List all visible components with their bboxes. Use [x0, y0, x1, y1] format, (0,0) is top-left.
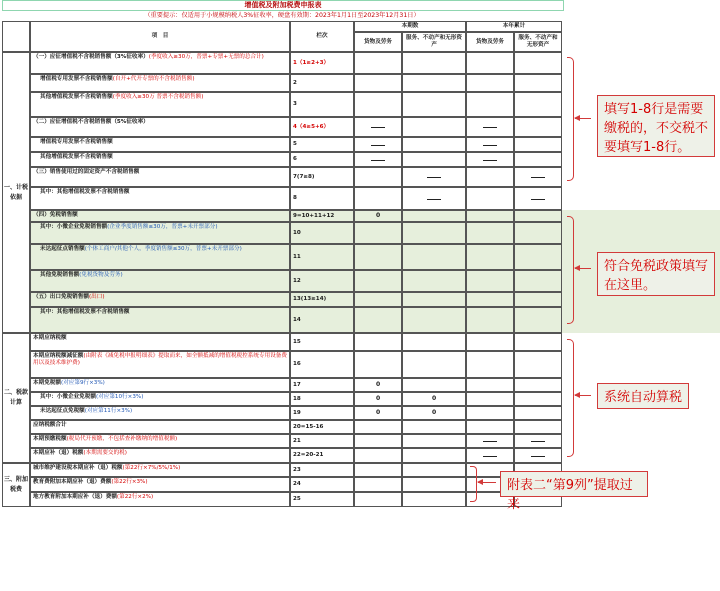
value-cell[interactable] [466, 74, 514, 92]
value-cell[interactable] [354, 307, 402, 333]
row-label-text: 其中：小微企业免税销售额 [40, 224, 108, 230]
value-cell[interactable] [354, 492, 402, 507]
not-applicable-dash [483, 145, 497, 146]
row-label-11 [30, 244, 290, 270]
value-cell[interactable] [514, 117, 562, 137]
header-item: 项 目 [30, 21, 290, 52]
value-cell[interactable] [466, 187, 514, 210]
value-cell[interactable] [466, 307, 514, 333]
row-col-no-18: 18 [290, 392, 354, 406]
row-col-no-2: 2 [290, 74, 354, 92]
row-note: (季度收入≥30万，普票+专票+无票的总合计) [148, 54, 264, 60]
row-label-text: 应纳税额合计 [33, 422, 67, 428]
not-applicable-dash [531, 456, 545, 457]
row-col-no-15: 15 [290, 333, 354, 351]
row-label-23 [30, 463, 290, 477]
row-label-text: 本期预缴税额 [33, 436, 67, 442]
not-applicable-dash [483, 127, 497, 128]
bracket-2 [567, 216, 574, 324]
header-this-period: 本期数 [354, 21, 466, 32]
row-col-no-24: 24 [290, 477, 354, 492]
row-label-5 [30, 137, 290, 152]
row-col-no-10: 10 [290, 222, 354, 244]
row-label-text: （一）应征增值税不含税销售额（3%征收率） [33, 54, 149, 60]
row-label-text: （四）免税销售额 [33, 212, 78, 218]
value-cell[interactable] [514, 210, 562, 222]
row-col-no-19: 19 [290, 406, 354, 420]
row-note: (由附表《减免税申报明细表》提取而来，如全额抵减的增值税税控系统专用设备费用以及技术维护费) [33, 353, 287, 366]
row-label-text: 其中：小微企业免税额 [40, 394, 96, 400]
value-cell[interactable] [514, 351, 562, 378]
row-col-no-3: 3 [290, 92, 354, 117]
value-cell[interactable] [402, 152, 466, 167]
row-note: (第22行×2%) [116, 494, 154, 500]
row-note: (对应第10行×3%) [95, 394, 144, 400]
header-services-year: 服务、不动产和无形资产 [514, 32, 562, 52]
category-basis: 一、计税依据 [2, 52, 30, 333]
row-col-no-21: 21 [290, 434, 354, 448]
row-label-4 [30, 117, 290, 137]
value-cell[interactable] [402, 463, 466, 477]
value-cell[interactable] [354, 52, 402, 74]
row-label-14 [30, 307, 290, 333]
header-goods-year: 货物及劳务 [466, 32, 514, 52]
row-label-text: 其他增值税发票不含税销售额 [40, 154, 113, 160]
value-cell[interactable] [354, 167, 402, 187]
row-label-8 [30, 187, 290, 210]
row-col-no-22: 22=20-21 [290, 448, 354, 463]
value-cell[interactable] [402, 270, 466, 292]
not-applicable-dash [483, 456, 497, 457]
value-cell[interactable] [514, 222, 562, 244]
value-cell[interactable] [354, 351, 402, 378]
row-note: (对应第9行×3%) [60, 380, 105, 386]
row-label-text: （五）出口免税销售额 [33, 294, 89, 300]
value-cell[interactable] [402, 222, 466, 244]
row-col-no-12: 12 [290, 270, 354, 292]
value-cell[interactable] [402, 74, 466, 92]
row-note: (免税货物及劳务) [79, 272, 123, 278]
row-col-no-7: 7(7≥8) [290, 167, 354, 187]
row-label-21 [30, 434, 290, 448]
value-cell[interactable] [466, 392, 514, 406]
row-note: (本期需要交的税) [83, 450, 127, 456]
row-note: (第22行×7%/5%/1%) [122, 465, 181, 471]
row-label-text: 本期应补（退）税额 [33, 450, 84, 456]
value-cell[interactable] [514, 333, 562, 351]
arrow-1 [575, 118, 591, 119]
row-label-text: 教育费附加本期应补（退）费额 [33, 479, 112, 485]
row-note: (季度收入≥30万 普票不含税销售额) [112, 94, 204, 100]
row-label-18 [30, 392, 290, 406]
value-cell[interactable] [466, 222, 514, 244]
value-cell[interactable] [402, 492, 466, 507]
value-cell[interactable] [466, 420, 514, 434]
value-cell[interactable] [514, 378, 562, 392]
value-cell[interactable] [354, 187, 402, 210]
not-applicable-dash [531, 177, 545, 178]
header-col-no: 栏次 [290, 21, 354, 52]
value-cell[interactable] [514, 406, 562, 420]
row-col-no-11: 11 [290, 244, 354, 270]
note-taxable-rows: 填写1-8行是需要缴税的，不交税不要填写1-8行。 [597, 95, 715, 157]
row-label-text: 未达起征点免税额 [40, 408, 85, 414]
value-cell[interactable] [402, 333, 466, 351]
category-surcharge: 三、附加税费 [2, 463, 30, 507]
value-cell[interactable] [402, 292, 466, 307]
row-col-no-1: 1（1≥2+3） [290, 52, 354, 74]
row-label-text: 其中：其他增值税发票不含税销售额 [40, 309, 130, 315]
value-cell[interactable] [402, 117, 466, 137]
not-applicable-dash [531, 441, 545, 442]
important-notice: （重要提示：仅适用于小规模纳税人3%征收率，硬盘有效期：2023年1月1日至2023年12月31日） [144, 12, 420, 19]
row-label-25 [30, 492, 290, 507]
note-annex-two: 附表二“第9列”提取过来 [500, 471, 648, 497]
row-label-7 [30, 167, 290, 187]
value-cell[interactable] [354, 434, 402, 448]
value-cell[interactable] [514, 137, 562, 152]
value-cell[interactable] [354, 92, 402, 117]
value-cell[interactable] [466, 292, 514, 307]
not-applicable-dash [483, 441, 497, 442]
value-cell[interactable] [514, 420, 562, 434]
value-cell[interactable] [514, 244, 562, 270]
value-cell[interactable] [514, 52, 562, 74]
row-note: (个体工商户/其他个人，季度销售额≤30万，普票+未开票部分) [84, 246, 242, 252]
row-label-22 [30, 448, 290, 463]
not-applicable-dash [371, 160, 385, 161]
row-label-text: 本期应纳税额减征额 [33, 353, 84, 359]
zero-value: 0 [376, 395, 381, 402]
arrow-3 [575, 395, 591, 396]
row-label-13 [30, 292, 290, 307]
value-cell[interactable] [514, 270, 562, 292]
row-label-10 [30, 222, 290, 244]
not-applicable-dash [371, 127, 385, 128]
row-label-text: 增值税专用发票不含税销售额 [40, 139, 113, 145]
value-cell[interactable] [402, 448, 466, 463]
zero-value: 0 [376, 381, 381, 388]
header-goods-period: 货物及劳务 [354, 32, 402, 52]
value-cell[interactable] [354, 463, 402, 477]
row-label-17 [30, 378, 290, 392]
not-applicable-dash [483, 160, 497, 161]
value-cell[interactable] [514, 152, 562, 167]
value-cell[interactable] [402, 137, 466, 152]
row-label-text: 其中：其他增值税发票不含税销售额 [40, 189, 130, 195]
row-col-no-9: 9=10+11+12 [290, 210, 354, 222]
value-cell[interactable] [514, 292, 562, 307]
note-auto-calc: 系统自动算税 [597, 383, 689, 409]
value-cell[interactable] [466, 167, 514, 187]
row-label-text: 城市维护建设税本期应补（退）税额 [33, 465, 123, 471]
zero-value: 0 [432, 395, 437, 402]
value-cell[interactable] [402, 307, 466, 333]
row-note: (自开+代开专票的不含税销售额) [112, 76, 195, 82]
row-col-no-8: 8 [290, 187, 354, 210]
zero-value: 0 [376, 212, 381, 219]
row-col-no-16: 16 [290, 351, 354, 378]
row-col-no-13: 13(13≥14) [290, 292, 354, 307]
value-cell[interactable] [402, 244, 466, 270]
row-label-text: 未达起征点销售额 [40, 246, 85, 252]
value-cell[interactable] [514, 74, 562, 92]
header-blank [2, 21, 30, 52]
row-label-2 [30, 74, 290, 92]
value-cell[interactable] [466, 92, 514, 117]
row-label-text: 本期应纳税额 [33, 335, 67, 341]
row-label-3 [30, 92, 290, 117]
row-col-no-5: 5 [290, 137, 354, 152]
zero-value: 0 [376, 409, 381, 416]
not-applicable-dash [427, 199, 441, 200]
value-cell[interactable] [466, 333, 514, 351]
row-label-15 [30, 333, 290, 351]
row-note: (第22行×3%) [111, 479, 148, 485]
row-col-no-4: 4（4≥5+6） [290, 117, 354, 137]
row-label-24 [30, 477, 290, 492]
value-cell[interactable] [354, 222, 402, 244]
row-label-text: 其他免税销售额 [40, 272, 80, 278]
row-label-6 [30, 152, 290, 167]
category-calc: 二、税款计算 [2, 333, 30, 463]
arrow-2 [575, 268, 591, 269]
row-label-16 [30, 351, 290, 378]
not-applicable-dash [371, 145, 385, 146]
value-cell[interactable] [354, 448, 402, 463]
value-cell[interactable] [402, 52, 466, 74]
value-cell[interactable] [354, 244, 402, 270]
row-label-text: （三）销售使用过的固定资产不含税销售额 [33, 169, 140, 175]
value-cell[interactable] [354, 333, 402, 351]
row-note: (企业季度销售额≤30万，普票+未开票部分) [107, 224, 218, 230]
bracket-3 [567, 339, 574, 457]
note-exemption: 符合免税政策填写在这里。 [597, 252, 715, 296]
row-col-no-17: 17 [290, 378, 354, 392]
row-col-no-6: 6 [290, 152, 354, 167]
value-cell[interactable] [354, 420, 402, 434]
row-label-1 [30, 52, 290, 74]
value-cell[interactable] [466, 52, 514, 74]
value-cell[interactable] [514, 307, 562, 333]
row-label-text: 地方教育附加本期应补（退）费额 [33, 494, 117, 500]
row-label-20 [30, 420, 290, 434]
value-cell[interactable] [402, 420, 466, 434]
value-cell[interactable] [514, 92, 562, 117]
value-cell[interactable] [402, 351, 466, 378]
row-col-no-25: 25 [290, 492, 354, 507]
value-cell[interactable] [402, 477, 466, 492]
form-title: 增值税及附加税费申报表 [2, 0, 564, 11]
row-label-text: （二）应征增值税不含税销售额（5%征收率） [33, 119, 149, 125]
row-label-9 [30, 210, 290, 222]
value-cell[interactable] [466, 210, 514, 222]
row-label-12 [30, 270, 290, 292]
value-cell[interactable] [402, 378, 466, 392]
bracket-4 [470, 466, 477, 502]
value-cell[interactable] [354, 477, 402, 492]
value-cell[interactable] [354, 270, 402, 292]
value-cell[interactable] [466, 270, 514, 292]
zero-value: 0 [432, 409, 437, 416]
value-cell[interactable] [466, 378, 514, 392]
value-cell[interactable] [402, 434, 466, 448]
row-label-text: 增值税专用发票不含税销售额 [40, 76, 113, 82]
header-services-period: 服务、不动产和无形资产 [402, 32, 466, 52]
row-note: (出口) [88, 294, 105, 300]
not-applicable-dash [427, 177, 441, 178]
row-note: (对应第11行×3%) [84, 408, 133, 414]
value-cell[interactable] [354, 74, 402, 92]
row-label-19 [30, 406, 290, 420]
value-cell[interactable] [402, 92, 466, 117]
value-cell[interactable] [466, 406, 514, 420]
value-cell[interactable] [466, 244, 514, 270]
not-applicable-dash [531, 199, 545, 200]
row-col-no-14: 14 [290, 307, 354, 333]
row-label-text: 其他增值税发票不含税销售额 [40, 94, 113, 100]
row-note: (税局代开预缴，不包括查补缴纳的增值税额) [66, 436, 178, 442]
header-this-year: 本年累计 [466, 21, 562, 32]
value-cell[interactable] [402, 210, 466, 222]
row-col-no-23: 23 [290, 463, 354, 477]
value-cell[interactable] [514, 392, 562, 406]
row-label-text: 本期免税额 [33, 380, 61, 386]
value-cell[interactable] [466, 351, 514, 378]
bracket-1 [567, 57, 574, 181]
value-cell[interactable] [354, 292, 402, 307]
arrow-4 [478, 482, 496, 483]
row-col-no-20: 20=15-16 [290, 420, 354, 434]
